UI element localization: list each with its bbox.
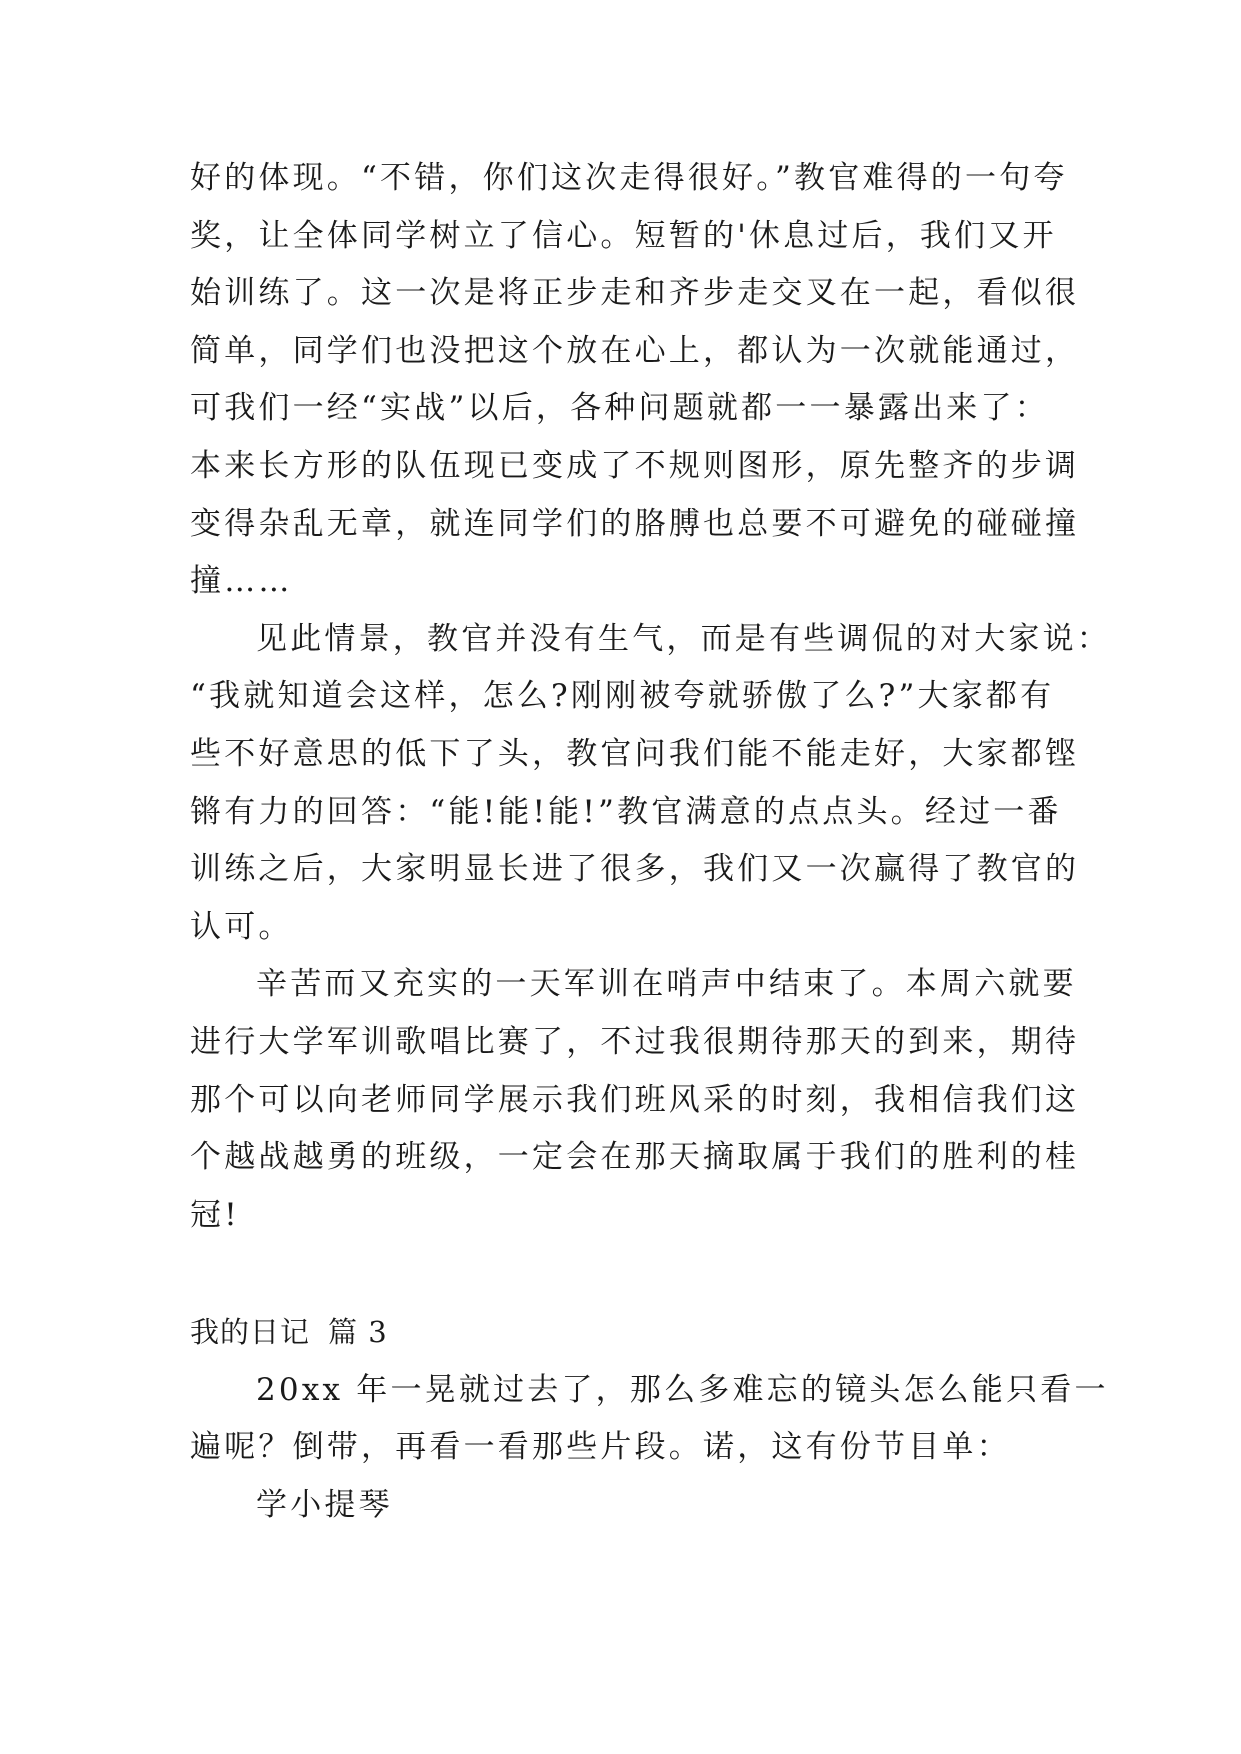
paragraph-line: 可我们一经“实战”以后，各种问题就都一一暴露出来了：	[190, 390, 1049, 427]
paragraph-line: 训练之后，大家明显长进了很多，我们又一次赢得了教官的	[190, 851, 1080, 888]
paragraph-line: 始训练了。这一次是将正步走和齐步走交叉在一起，看似很	[190, 275, 1080, 312]
paragraph-2	[190, 611, 1111, 957]
paragraph-line: 些不好意思的低下了头，教官问我们能不能走好，大家都铿	[190, 735, 1080, 772]
section-spacer	[190, 1244, 1060, 1304]
paragraph-line: 本来长方形的队伍现已变成了不规则图形，原先整齐的步调	[190, 447, 1080, 484]
section-heading	[190, 1304, 1060, 1362]
paragraph-line: 个越战越勇的班级，一定会在那天摘取属于我们的胜利的桂	[190, 1139, 1080, 1176]
paragraph-line: 撞……	[190, 563, 293, 600]
paragraph-line: “我就知道会这样，怎么?刚刚被夸就骄傲了么?”大家都有	[190, 678, 1055, 715]
paragraph-line: 好的体现。“不错，你们这次走得很好。”教官难得的一句夸	[190, 160, 1068, 196]
paragraph-line: 冠!	[190, 1196, 240, 1233]
section-number: 篇 3	[328, 1315, 388, 1350]
paragraph-line: 20xx 年一晃就过去了，那么多难忘的镜头怎么能只看一	[256, 1371, 1109, 1408]
section-title: 我的日记	[190, 1315, 311, 1350]
paragraph-line: 学小提琴	[256, 1487, 393, 1524]
paragraph-3	[190, 956, 1080, 1244]
paragraph-line: 遍呢？倒带，再看一看那些片段。诺，这有份节目单：	[190, 1429, 1011, 1466]
paragraph-line: 那个可以向老师同学展示我们班风采的时刻，我相信我们这	[190, 1081, 1080, 1118]
paragraph-1	[190, 150, 1080, 611]
paragraph-line: 见此情景，教官并没有生气，而是有些调侃的对大家说：	[256, 620, 1111, 657]
paragraph-line: 简单，同学们也没把这个放在心上，都认为一次就能通过，	[190, 332, 1080, 369]
section-paragraph-1	[190, 1362, 1109, 1477]
paragraph-line: 锵有力的回答：“能!能!能!”教官满意的点点头。经过一番	[190, 793, 1062, 830]
document-page	[190, 150, 1111, 1535]
paragraph-line: 进行大学军训歌唱比赛了，不过我很期待那天的到来，期待	[190, 1023, 1080, 1060]
paragraph-line: 变得杂乱无章，就连同学们的胳膊也总要不可避免的碰碰撞	[190, 505, 1080, 542]
paragraph-line: 认可。	[190, 908, 293, 945]
paragraph-line: 辛苦而又充实的一天军训在哨声中结束了。本周六就要	[256, 966, 1077, 1003]
paragraph-line: 奖，让全体同学树立了信心。短暂的'休息过后，我们又开	[190, 217, 1057, 254]
section-paragraph-2	[190, 1477, 1060, 1535]
